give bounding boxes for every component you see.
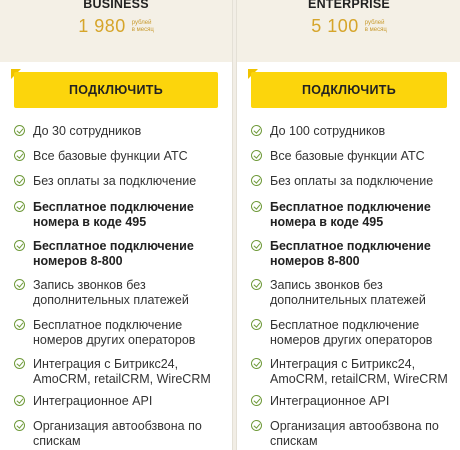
feature-text: Все базовые функции АТС	[33, 149, 188, 163]
feature-text: Интеграция с Битрикс24, AmoCRM, retailCRM, WireCRM	[270, 357, 448, 386]
price-unit	[365, 20, 387, 34]
feature-item	[14, 278, 228, 308]
feature-item	[251, 357, 457, 387]
connect-button[interactable]: ПОДКЛЮЧИТЬ	[14, 72, 218, 108]
feature-item	[251, 278, 457, 308]
feature-item	[251, 149, 457, 164]
feature-text: Все базовые функции АТС	[270, 149, 425, 163]
feature-item	[251, 174, 457, 189]
check-circle-icon	[251, 395, 262, 406]
feature-item	[14, 394, 228, 409]
price-unit-line1: рублей	[131, 19, 152, 26]
check-circle-icon	[251, 420, 262, 431]
plan-card-enterprise	[236, 0, 460, 450]
check-circle-icon	[14, 240, 25, 251]
check-circle-icon	[251, 175, 262, 186]
feature-text: Бесплатное подключение номеров 8-800	[270, 239, 431, 268]
feature-item	[251, 239, 457, 269]
connect-button-wrap	[251, 72, 447, 108]
price-unit-line1: рублей	[364, 19, 385, 26]
feature-item	[251, 200, 457, 230]
check-circle-icon	[14, 175, 25, 186]
feature-item	[14, 318, 228, 348]
check-circle-icon	[14, 279, 25, 290]
connect-button-wrap	[14, 72, 218, 108]
connect-button[interactable]: ПОДКЛЮЧИТЬ	[251, 72, 447, 108]
feature-item	[251, 318, 457, 348]
feature-text: Без оплаты за подключение	[270, 174, 434, 188]
check-circle-icon	[14, 319, 25, 330]
check-circle-icon	[251, 319, 262, 330]
feature-text: Бесплатное подключение номера в коде 495	[33, 200, 194, 229]
feature-item	[14, 357, 228, 387]
feature-text: Бесплатное подключение номеров 8-800	[33, 239, 194, 268]
feature-text: Организация автообзвона по спискам	[270, 419, 439, 448]
feature-text: До 100 сотрудников	[270, 124, 386, 138]
check-circle-icon	[251, 279, 262, 290]
feature-item	[14, 239, 228, 269]
plan-name: BUSINESS	[83, 0, 149, 11]
feature-text: До 30 сотрудников	[33, 124, 142, 138]
feature-text: Запись звонков без дополнительных платежей	[33, 278, 189, 307]
price-row	[237, 16, 460, 37]
check-circle-icon	[251, 240, 262, 251]
check-circle-icon	[14, 201, 25, 212]
plan-name: ENTERPRISE	[308, 0, 390, 11]
check-circle-icon	[14, 150, 25, 161]
feature-item	[14, 200, 228, 230]
price-unit	[132, 20, 154, 34]
feature-text: Бесплатное подключение номера в коде 495	[270, 200, 431, 229]
plan-header	[237, 0, 460, 62]
feature-text: Без оплаты за подключение	[33, 174, 197, 188]
feature-item	[14, 174, 228, 189]
feature-item	[14, 124, 228, 139]
feature-text: Бесплатное подключение номеров других операторов	[33, 318, 196, 347]
check-circle-icon	[14, 395, 25, 406]
price-row	[0, 16, 232, 37]
check-circle-icon	[14, 420, 25, 431]
feature-text: Организация автообзвона по спискам	[33, 419, 202, 448]
plan-price: 5 100	[311, 16, 359, 36]
feature-text: Запись звонков без дополнительных платежей	[270, 278, 426, 307]
check-circle-icon	[14, 358, 25, 369]
check-circle-icon	[251, 201, 262, 212]
check-circle-icon	[14, 125, 25, 136]
feature-text: Интеграционное API	[270, 394, 390, 408]
plan-header	[0, 0, 232, 62]
check-circle-icon	[251, 150, 262, 161]
feature-item	[14, 419, 228, 449]
feature-text: Интеграция с Битрикс24, AmoCRM, retailCRM, WireCRM	[33, 357, 211, 386]
price-unit-line2: в месяц	[131, 26, 154, 33]
plan-price: 1 980	[78, 16, 126, 36]
feature-text: Бесплатное подключение номеров других операторов	[270, 318, 433, 347]
feature-text: Интеграционное API	[33, 394, 153, 408]
feature-item	[251, 124, 457, 139]
feature-item	[14, 149, 228, 164]
feature-item	[251, 419, 457, 449]
check-circle-icon	[251, 125, 262, 136]
feature-item	[251, 394, 457, 409]
check-circle-icon	[251, 358, 262, 369]
price-unit-line2: в месяц	[364, 26, 387, 33]
